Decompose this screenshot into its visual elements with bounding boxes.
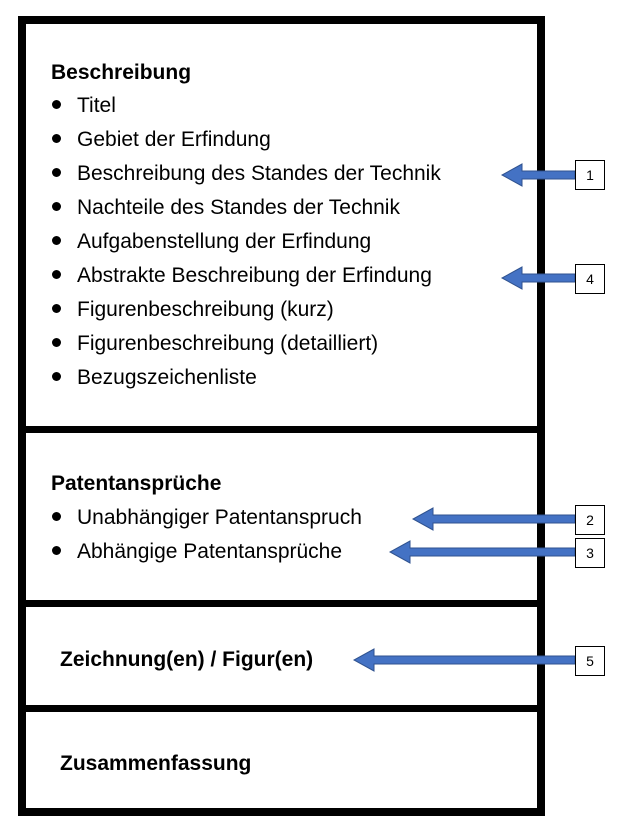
section-heading-zeichnungen: Zeichnung(en) / Figur(en) <box>60 648 314 671</box>
list-item-bezugszeichenliste: Bezugszeichenliste <box>52 366 257 390</box>
list-item-stand-der-technik: Beschreibung des Standes der Technik <box>52 162 441 186</box>
callout-3: 3 <box>575 538 605 568</box>
arrow-1 <box>502 164 575 186</box>
list-item-figurenbeschreibung-kurz: Figurenbeschreibung (kurz) <box>52 298 334 322</box>
arrow-3 <box>390 541 575 563</box>
arrow-2 <box>413 508 575 530</box>
callout-4: 4 <box>575 264 605 294</box>
arrow-5 <box>354 649 575 671</box>
callout-5: 5 <box>575 646 605 676</box>
section-heading-beschreibung: Beschreibung <box>51 61 192 84</box>
list-item-figurenbeschreibung-detailliert: Figurenbeschreibung (detailliert) <box>52 332 378 356</box>
section-heading-patentansprueche: Patentansprüche <box>51 472 222 495</box>
list-item-gebiet: Gebiet der Erfindung <box>52 128 271 152</box>
list-item-titel: Titel <box>52 94 116 118</box>
list-item-abhaengige-ansprueche: Abhängige Patentansprüche <box>52 540 342 564</box>
list-item-nachteile: Nachteile des Standes der Technik <box>52 196 400 220</box>
callout-2: 2 <box>575 505 605 535</box>
list-item-unabhaengiger-anspruch: Unabhängiger Patentanspruch <box>52 506 362 530</box>
list-item-abstrakte-beschreibung: Abstrakte Beschreibung der Erfindung <box>52 264 432 288</box>
callout-1: 1 <box>575 160 605 190</box>
section-heading-zusammenfassung: Zusammenfassung <box>60 752 252 775</box>
arrow-4 <box>502 267 575 289</box>
list-item-aufgabenstellung: Aufgabenstellung der Erfindung <box>52 230 371 254</box>
